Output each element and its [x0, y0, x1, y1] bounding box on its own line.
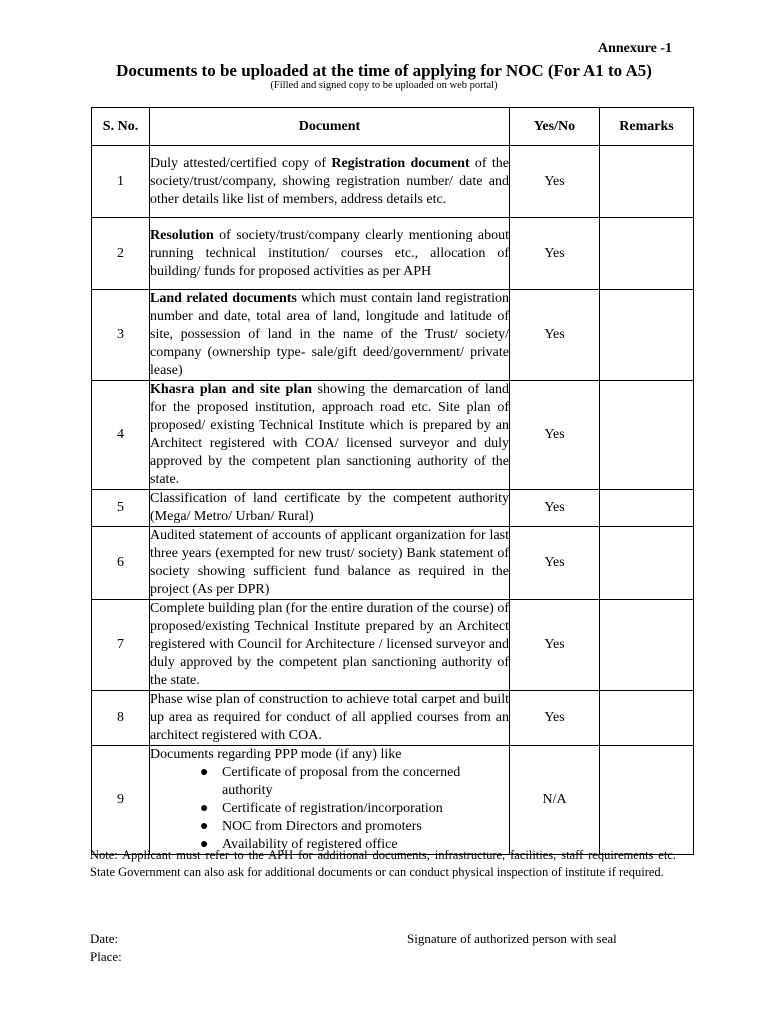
list-item — [200, 818, 509, 836]
bullet-icon: ● — [200, 801, 209, 816]
bullet-icon: ● — [200, 819, 209, 834]
yes-no-value: Yes — [510, 527, 600, 600]
row-number: 6 — [92, 527, 150, 600]
document-description — [150, 691, 510, 746]
doc-bold-text: Registration document — [331, 155, 470, 171]
remarks-cell — [600, 600, 694, 691]
yes-no-value: Yes — [510, 146, 600, 218]
ppp-document-list — [150, 764, 509, 854]
doc-text: showing the demarcation of land for the proposed institution, approach road etc. Site plan of proposed/ existing Technical Institute which is prepared by an Architect registered with COA/ licensed surveyor and duly approved by the competent plan sanctioning authority of the state. — [150, 382, 509, 487]
row-number: 8 — [92, 691, 150, 746]
documents-table — [91, 107, 694, 855]
doc-text: Duly attested/certified copy of — [150, 155, 332, 171]
column-header-document: Document — [150, 108, 510, 146]
document-description — [150, 490, 510, 527]
row-number: 7 — [92, 600, 150, 691]
remarks-cell — [600, 146, 694, 218]
table-row — [92, 381, 694, 490]
page-title: Documents to be uploaded at the time of applying for NOC (For A1 to A5) — [116, 61, 652, 80]
doc-text: Classification of land certificate by the competent authority (Mega/ Metro/ Urban/ Rural) — [150, 491, 509, 524]
document-description — [150, 218, 510, 290]
table-row — [92, 490, 694, 527]
column-header-sno: S. No. — [92, 108, 150, 146]
document-description — [150, 527, 510, 600]
doc-text: which must contain land registration number and date, total area of land, longitude and latitude of site, possession of land in the name of the Trust/ society/ company (ownership type- sale/gift deed/government/ private lease) — [150, 291, 509, 378]
doc-text: Phase wise plan of construction to achieve total carpet and built up area as required for conduct of all applied courses from an architect registered with COA. — [150, 692, 509, 743]
table-row — [92, 600, 694, 691]
signature-label: Signature of authorized person with seal — [407, 931, 617, 946]
table-row — [92, 218, 694, 290]
remarks-cell — [600, 490, 694, 527]
row-number: 3 — [92, 290, 150, 381]
note-text: Note: Applicant must refer to the APH for additional documents, infrastructure, facilities, staff requirements etc. State Government can also ask for additional documents or can conduct physical inspection of institute if required. — [90, 848, 676, 879]
doc-text: of the society/trust/company, showing registration number/ date and other details like list of members, address details etc. — [150, 155, 509, 207]
table-row — [92, 527, 694, 600]
remarks-cell — [600, 290, 694, 381]
list-item-text: NOC from Directors and promoters — [222, 819, 422, 834]
doc-bold-text: Resolution — [150, 227, 214, 243]
doc-text: of society/trust/company clearly mentioning about running technical institution/ courses etc., allocation of building/ funds for proposed activities as per APH — [150, 227, 509, 279]
remarks-cell — [600, 381, 694, 490]
yes-no-value: Yes — [510, 381, 600, 490]
list-item-text: Certificate of proposal from the concerned authority — [222, 765, 461, 798]
doc-text: Audited statement of accounts of applicant organization for last three years (exempted for new trust/ society) Bank statement of society showing sufficient fund balance as required in the project (As per DPR) — [150, 528, 509, 597]
doc-bold-text: Land related documents — [150, 291, 297, 306]
row-number: 5 — [92, 490, 150, 527]
bullet-icon: ● — [200, 837, 209, 852]
doc-text: Documents regarding PPP mode (if any) like — [150, 747, 402, 762]
document-description — [150, 290, 510, 381]
table-header-row — [92, 108, 694, 146]
yes-no-value: N/A — [510, 746, 600, 855]
row-number: 2 — [92, 218, 150, 290]
row-number: 9 — [92, 746, 150, 855]
remarks-cell — [600, 746, 694, 855]
remarks-cell — [600, 527, 694, 600]
row-number: 1 — [92, 146, 150, 218]
doc-text: Complete building plan (for the entire duration of the course) of proposed/existing Technical Institute prepared by an Architect registered with Council for Architecture / licensed surveyor and duly approved by the competent plan sanctioning authority of the state. — [150, 601, 509, 688]
yes-no-value: Yes — [510, 218, 600, 290]
yes-no-value: Yes — [510, 290, 600, 381]
column-header-yes-no: Yes/No — [510, 108, 600, 146]
document-description — [150, 381, 510, 490]
table-row — [92, 290, 694, 381]
place-label: Place: — [90, 949, 122, 964]
row-number: 4 — [92, 381, 150, 490]
table-row — [92, 691, 694, 746]
document-description — [150, 600, 510, 691]
table-row — [92, 146, 694, 218]
doc-bold-text: Khasra plan and site plan — [150, 382, 313, 397]
table-row — [92, 746, 694, 855]
list-item — [200, 764, 509, 800]
yes-no-value: Yes — [510, 600, 600, 691]
yes-no-value: Yes — [510, 490, 600, 527]
document-description — [150, 746, 510, 855]
list-item-text: Availability of registered office — [222, 837, 398, 852]
column-header-remarks: Remarks — [600, 108, 694, 146]
list-item-text: Certificate of registration/incorporation — [222, 801, 443, 816]
annexure-label: Annexure -1 — [598, 41, 673, 56]
document-description — [150, 146, 510, 218]
bullet-icon: ● — [200, 765, 209, 780]
remarks-cell — [600, 691, 694, 746]
remarks-cell — [600, 218, 694, 290]
yes-no-value: Yes — [510, 691, 600, 746]
list-item — [200, 800, 509, 818]
date-label: Date: — [90, 931, 119, 946]
page-subtitle: (Filled and signed copy to be uploaded on web portal) — [270, 80, 498, 91]
